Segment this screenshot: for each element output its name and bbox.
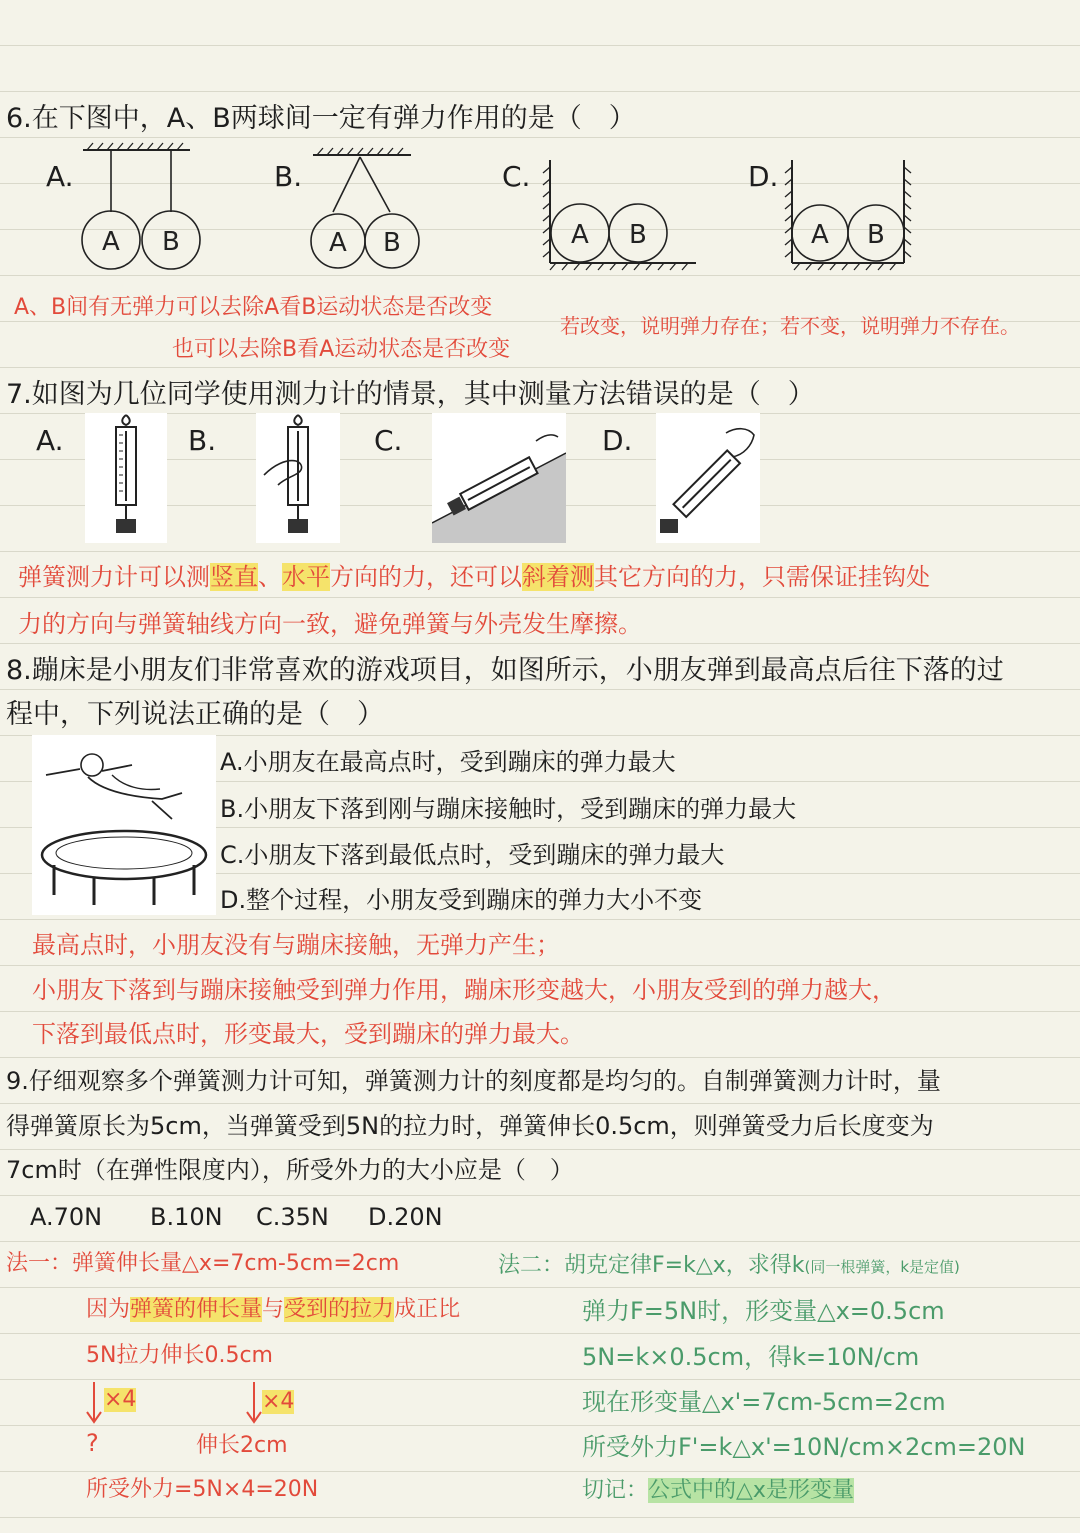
q6-option-c-label: C. — [502, 160, 531, 193]
method1-x4-left: ×4 — [104, 1387, 137, 1412]
method1-line-1: 法一：弹簧伸长量△x=7cm-5cm=2cm — [6, 1251, 400, 1276]
q6-b-ball-a: A — [329, 228, 347, 258]
q8-trampoline-image — [32, 735, 216, 915]
q6-title: 6.在下图中，A、B两球间一定有弹力作用的是（ ） — [6, 103, 636, 134]
q9-option-b: B.10N — [150, 1203, 223, 1231]
q7-option-a-label: A. — [36, 424, 64, 457]
q9-line-3: 7cm时（在弹性限度内），所受外力的大小应是（ ） — [6, 1156, 574, 1184]
method1-because: 因为 — [86, 1297, 131, 1322]
q9-line-2: 得弹簧原长为5cm，当弹簧受到5N的拉力时，弹簧伸长0.5cm，则弹簧受力后长度变为 — [6, 1112, 934, 1140]
q6-d-ball-b: B — [867, 220, 885, 250]
q8-title-line-2: 程中，下列说法正确的是（ ） — [6, 699, 384, 730]
q6-diagram-b — [305, 145, 425, 275]
q7-note-1-slanted: 斜着测 — [522, 563, 594, 591]
q7-option-c-label: C. — [374, 424, 403, 457]
q9-option-c: C.35N — [256, 1203, 329, 1231]
q8-option-a: A.小朋友在最高点时，受到蹦床的弹力最大 — [220, 748, 676, 776]
q6-b-ball-b: B — [383, 228, 401, 258]
method1-and: 与 — [262, 1297, 285, 1322]
q7-image-a — [85, 413, 167, 543]
method1-line-3: 5N拉力伸长0.5cm — [86, 1343, 273, 1368]
q8-note-1: 最高点时，小朋友没有与蹦床接触，无弹力产生； — [32, 931, 560, 959]
q6-c-ball-b: B — [629, 220, 647, 250]
method2-line-4: 现在形变量△x'=7cm-5cm=2cm — [582, 1388, 946, 1416]
q7-option-d-label: D. — [602, 424, 633, 457]
q6-note-3: 也可以去除B看A运动状态是否改变 — [172, 337, 511, 362]
q8-note-3: 下落到最低点时，形变最大，受到蹦床的弹力最大。 — [32, 1020, 584, 1048]
q6-a-ball-a: A — [102, 227, 120, 257]
q6-a-ball-b: B — [162, 227, 180, 257]
q7-option-b-label: B. — [188, 424, 217, 457]
method2-line-2: 弹力F=5N时，形变量△x=0.5cm — [582, 1297, 945, 1325]
method2-line-5: 所受外力F'=k△x'=10N/cm×2cm=20N — [582, 1433, 1026, 1461]
q7-note-1-part-e: 方向的力，还可以 — [330, 563, 522, 591]
down-arrow-icon — [84, 1380, 104, 1426]
q7-image-b — [256, 413, 340, 543]
q8-option-d: D.整个过程，小朋友受到蹦床的弹力大小不变 — [220, 886, 703, 914]
q7-note-1-vertical: 竖直 — [210, 563, 258, 591]
q7-title: 7.如图为几位同学使用测力计的情景，其中测量方法错误的是（ ） — [6, 379, 815, 410]
q7-note-1-part-g: 其它方向的力，只需保证挂钩处 — [594, 563, 930, 591]
q6-d-ball-a: A — [811, 220, 829, 250]
method1-extension: 弹簧的伸长量 — [130, 1297, 263, 1322]
method1-x4-right: ×4 — [262, 1389, 295, 1414]
method2-line-3: 5N=k×0.5cm，得k=10N/cm — [582, 1343, 920, 1371]
q8-title-line-1: 8.蹦床是小朋友们非常喜欢的游戏项目，如图所示，小朋友弹到最高点后往下落的过 — [6, 655, 1004, 686]
method2-hooke-note: (同一根弹簧，k是定值) — [804, 1258, 960, 1276]
q6-diagram-a — [75, 140, 210, 275]
down-arrow-icon — [244, 1380, 264, 1426]
q9-line-1: 9.仔细观察多个弹簧测力计可知，弹簧测力计的刻度都是均匀的。自制弹簧测力计时，量 — [6, 1067, 941, 1095]
q7-note-1 — [18, 564, 930, 590]
method1-line-2 — [86, 1298, 460, 1322]
q8-option-c: C.小朋友下落到最低点时，受到蹦床的弹力最大 — [220, 841, 725, 869]
q6-diagram-d — [780, 155, 915, 275]
q7-note-1-sep: 、 — [258, 563, 282, 591]
method2-hooke: 法二：胡克定律F=k△x，求得k — [498, 1253, 805, 1278]
q6-note-2: 若改变，说明弹力存在；若不变，说明弹力不存在。 — [560, 314, 1020, 338]
q6-c-ball-a: A — [571, 220, 589, 250]
q6-note-1: A、B间有无弹力可以去除A看B运动状态是否改变 — [14, 295, 493, 320]
q6-option-b-label: B. — [274, 160, 303, 193]
q9-option-d: D.20N — [368, 1203, 443, 1231]
q7-note-2: 力的方向与弹簧轴线方向一致，避免弹簧与外壳发生摩擦。 — [18, 610, 642, 638]
q9-option-a: A.70N — [30, 1203, 103, 1231]
method1-force: 受到的拉力 — [284, 1297, 395, 1322]
method2-remember-highlight: 公式中的△x是形变量 — [648, 1478, 854, 1503]
q8-note-2: 小朋友下落到与蹦床接触受到弹力作用，蹦床形变越大，小朋友受到的弹力越大， — [32, 976, 896, 1004]
q7-image-c — [432, 413, 566, 543]
method2-line-6 — [582, 1479, 854, 1503]
method1-proportional: 成正比 — [394, 1297, 461, 1322]
q7-image-d — [656, 413, 760, 543]
q7-note-1-part-a: 弹簧测力计可以测 — [18, 563, 210, 591]
q6-option-d-label: D. — [748, 160, 779, 193]
method1-result: 所受外力=5N×4=20N — [86, 1477, 319, 1502]
q7-note-1-horizontal: 水平 — [282, 563, 330, 591]
method1-stretch: 伸长2cm — [196, 1433, 288, 1458]
q6-option-a-label: A. — [46, 160, 74, 193]
q6-diagram-c — [538, 155, 703, 275]
method2-line-1 — [498, 1254, 960, 1278]
q8-option-b: B.小朋友下落到刚与蹦床接触时，受到蹦床的弹力最大 — [220, 795, 797, 823]
method1-question: ? — [86, 1429, 99, 1457]
method2-remember: 切记： — [582, 1478, 649, 1503]
